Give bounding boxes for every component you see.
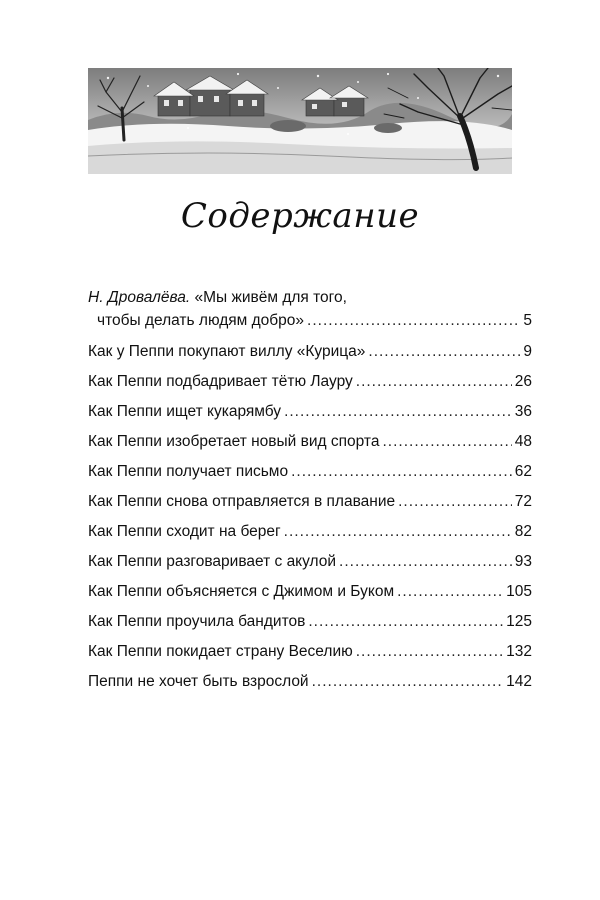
dot-leader [356,637,503,667]
toc-entry-page-number: 142 [506,673,532,690]
toc-entry[interactable] [88,367,532,397]
toc-entry[interactable] [88,457,532,487]
toc-entry-page-number: 132 [506,643,532,660]
preface-title-line1: «Мы живём для того, [194,289,347,306]
toc-entry-title: Как Пеппи объясняется с Джимом и Буком [88,583,395,600]
dot-leader [312,667,504,697]
toc-entry-page-number: 105 [506,583,532,600]
toc-entry[interactable] [88,337,532,367]
toc-entry-title: Как Пеппи снова отправляется в плавание [88,493,396,510]
toc-entry-title: Как Пеппи изобретает новый вид спорта [88,433,380,450]
toc-entry-page-number: 72 [514,493,532,510]
preface-title-line2: чтобы делать людям добро» [97,312,305,329]
winter-scene-drawing [88,68,512,174]
dot-leader [339,547,512,577]
toc-entry[interactable] [88,667,532,697]
dot-leader [382,427,511,457]
toc-entry[interactable] [88,427,532,457]
dot-leader [398,487,512,517]
dot-leader [368,337,520,367]
toc-entry-title: Как у Пеппи покупают виллу «Курица» [88,343,366,360]
toc-entry-page-number: 93 [514,553,532,570]
page-title: Содержание [180,196,420,236]
toc-entry-page-number: 9 [523,343,532,360]
toc-entry-page-number: 26 [514,373,532,390]
dot-leader [307,309,520,332]
toc-entry-page-number: 62 [514,463,532,480]
toc-entry-title: Как Пеппи покидает страну Веселию [88,643,353,660]
toc-entry-page-number: 125 [506,613,532,630]
toc-entry-title: Как Пеппи подбадривает тётю Лауру [88,373,353,390]
toc-entry[interactable] [88,607,532,637]
toc-entry[interactable] [88,397,532,427]
toc-entry-page-number: 82 [514,523,532,540]
toc-entry[interactable] [88,487,532,517]
toc-entry-title: Как Пеппи ищет кукарямбу [88,403,282,420]
dot-leader [356,367,512,397]
toc-entry-title: Как Пеппи получает письмо [88,463,289,480]
toc-entry-page-number: 48 [514,433,532,450]
table-of-contents [88,286,532,697]
dot-leader [291,457,512,487]
preface-author: Н. Дровалёва. [88,289,191,306]
toc-entry[interactable] [88,547,532,577]
toc-entry-title: Как Пеппи сходит на берег [88,523,281,540]
winter-village-illustration [88,68,512,174]
toc-entry[interactable] [88,577,532,607]
toc-entry-title: Как Пеппи проучила бандитов [88,613,306,630]
dot-leader [397,577,503,607]
toc-entry-title: Пеппи не хочет быть взрослой [88,673,309,690]
toc-entry-title: Как Пеппи разговаривает с акулой [88,553,337,570]
toc-entry-preface[interactable] [88,286,532,332]
toc-entry-page-number: 36 [514,403,532,420]
toc-list [88,337,532,697]
preface-page-number: 5 [523,312,532,329]
toc-entry[interactable] [88,517,532,547]
dot-leader [284,517,512,547]
toc-entry[interactable] [88,637,532,667]
dot-leader [308,607,503,637]
dot-leader [284,397,512,427]
